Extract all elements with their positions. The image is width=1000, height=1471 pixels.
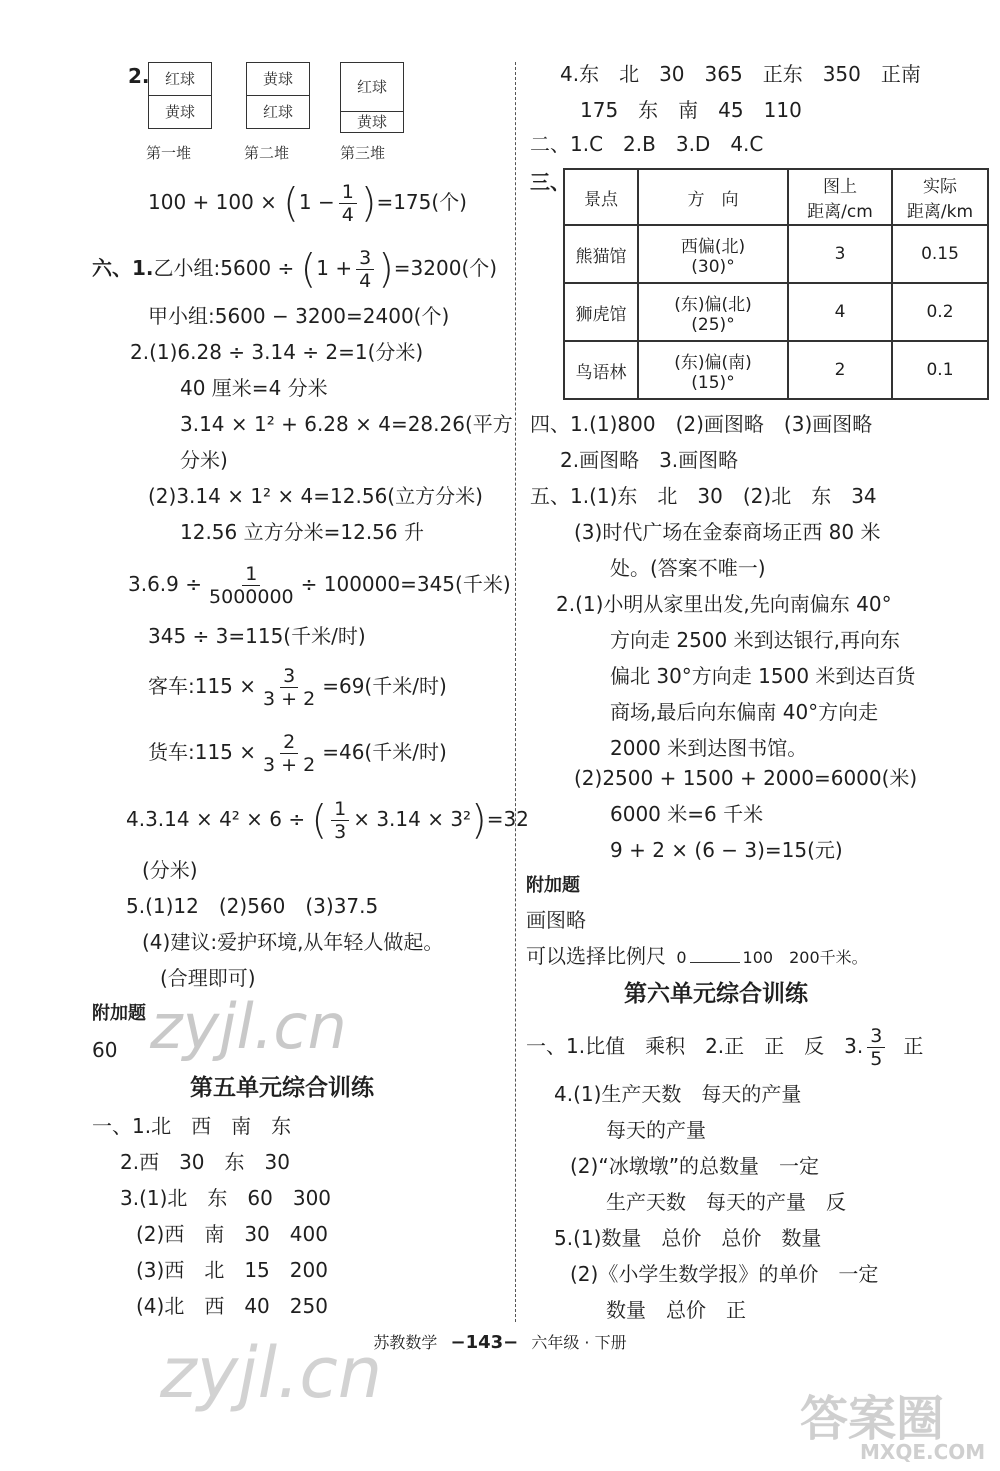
answer-line: (2)《小学生数学报》的单价 一定 xyxy=(570,1262,879,1286)
answer-line: (4)建议:爱护环境,从年轻人做起。 xyxy=(142,930,444,954)
pile-label: 第二堆 xyxy=(244,144,290,162)
answer-line: 画图略 xyxy=(526,908,586,932)
table-row xyxy=(564,225,988,283)
table-cell: 0.15 xyxy=(892,225,988,283)
answer-line: 5.(1)数量 总价 总价 数量 xyxy=(554,1226,822,1250)
section-heading: 附加题 xyxy=(526,875,580,896)
watermark-logo: 答案圈 xyxy=(800,1391,945,1447)
unit-title: 第六单元综合训练 xyxy=(624,981,808,1007)
answer-line: 175 东 南 45 110 xyxy=(580,98,802,122)
table-cell: (东)偏(北) (25)° xyxy=(638,283,788,341)
grade-label: 六年级 · 下册 xyxy=(531,1333,627,1352)
answer-line: 每天的产量 xyxy=(606,1118,706,1142)
table-header-cell: 方 向 xyxy=(638,169,788,225)
answer-line: 4.3.14 × 4² × 6 ÷ ( $\frac{1}{3}$ × 3.14 × 3²)=32 xyxy=(126,797,529,844)
answer-line: 4.东 北 30 365 正东 350 正南 xyxy=(560,62,921,86)
table-cell: 狮虎馆 xyxy=(564,283,638,341)
answer-line: 3.6.9 ÷ $\frac{1}{5000000}$ ÷ 100000=345(千米) xyxy=(128,563,511,608)
watermark-url: MXQE.COM xyxy=(860,1440,986,1464)
answer-line: 2.西 30 东 30 xyxy=(120,1150,290,1174)
answer-line: 生产天数 每天的产量 反 xyxy=(606,1190,846,1214)
answer-line: (2)2500 + 1500 + 2000=6000(米) xyxy=(574,766,918,790)
answer-line: (2)西 南 30 400 xyxy=(136,1222,328,1246)
column-divider xyxy=(515,62,516,1322)
table-cell: (东)偏(南) (15)° xyxy=(638,341,788,399)
answer-line: 甲小组:5600 − 3200=2400(个) xyxy=(148,304,450,328)
pile-label: 第三堆 xyxy=(340,144,386,162)
watermark: zyjl.cn xyxy=(150,990,347,1063)
answer-line: 40 厘米=4 分米 xyxy=(180,376,328,400)
table-header-cell: 实际 距离/km xyxy=(892,169,988,225)
table-row xyxy=(564,341,988,399)
table-row xyxy=(564,283,988,341)
table-cell: 2 xyxy=(788,341,892,399)
answer-line: 数量 总价 正 xyxy=(606,1298,746,1322)
answer-line: 5.(1)12 (2)560 (3)37.5 xyxy=(126,894,379,918)
answer-line: 6000 米=6 千米 xyxy=(610,802,764,826)
answer-line: 二、1.C 2.B 3.D 4.C xyxy=(530,132,764,156)
ball-pile-3: 红球 黄球 xyxy=(340,62,404,133)
table-cell: 0.1 xyxy=(892,341,988,399)
direction-table xyxy=(563,168,989,400)
page-footer xyxy=(0,1330,1000,1353)
table-cell: 0.2 xyxy=(892,283,988,341)
pile-label: 第一堆 xyxy=(146,144,192,162)
answer-line: (3)西 北 15 200 xyxy=(136,1258,328,1282)
answer-line: 四、1.(1)800 (2)画图略 (3)画图略 xyxy=(530,412,873,436)
table-header-cell: 图上 距离/cm xyxy=(788,169,892,225)
equation-line: 100 + 100 × (1 − $\frac{1}{4}$ )=175(个) xyxy=(148,180,467,227)
table-cell: 3 xyxy=(788,225,892,283)
table-header-cell: 景点 xyxy=(564,169,638,225)
answer-line: 2.(1)小明从家里出发,先向南偏东 40° xyxy=(556,592,892,616)
answer-line: 货车:115 × $\frac{2}{3 + 2}$ =46(千米/时) xyxy=(148,731,447,776)
answer-line: 分米) xyxy=(180,448,228,472)
answer-line: 方向走 2500 米到达银行,再向东 xyxy=(610,628,900,652)
table-header-row xyxy=(564,169,988,225)
answer-line: 60 xyxy=(92,1038,118,1062)
answer-line: 2000 米到达图书馆。 xyxy=(610,736,808,760)
answer-line: (2)“冰墩墩”的总数量 一定 xyxy=(570,1154,820,1178)
answer-line: 2.画图略 3.画图略 xyxy=(560,448,739,472)
ball-pile-1: 红球 黄球 xyxy=(148,62,212,129)
answer-line: 可以选择比例尺 0 100 200千米。 xyxy=(526,942,868,972)
answer-line: (3)时代广场在金泰商场正西 80 米 xyxy=(574,520,881,544)
page-number: −143− xyxy=(450,1332,519,1353)
table-cell: 熊猫馆 xyxy=(564,225,638,283)
table-cell: 西偏(北) (30)° xyxy=(638,225,788,283)
answer-line: 9 + 2 × (6 − 3)=15(元) xyxy=(610,838,843,862)
answer-line: 3.(1)北 东 60 300 xyxy=(120,1186,332,1210)
answer-line: 一、1.比值 乘积 2.正 正 反 3. $\frac{3}{5}$ 正 xyxy=(526,1025,924,1070)
table-cell: 鸟语林 xyxy=(564,341,638,399)
answer-line: 商场,最后向东偏南 40°方向走 xyxy=(610,700,879,724)
answer-line: (4)北 西 40 250 xyxy=(136,1294,328,1318)
answer-line: (合理即可) xyxy=(160,966,256,990)
answer-line: 345 ÷ 3=115(千米/时) xyxy=(148,624,366,648)
ball-pile-2: 黄球 红球 xyxy=(246,62,310,129)
answer-line: 一、1.北 西 南 东 xyxy=(92,1114,292,1138)
table-cell: 4 xyxy=(788,283,892,341)
answer-line: 12.56 立方分米=12.56 升 xyxy=(180,520,424,544)
answer-line: 五、1.(1)东 北 30 (2)北 东 34 xyxy=(530,484,877,508)
section-heading: 附加题 xyxy=(92,1003,146,1024)
answer-line: 4.(1)生产天数 每天的产量 xyxy=(554,1082,802,1106)
answer-line: 三、 xyxy=(530,170,570,194)
answer-line: 偏北 30°方向走 1500 米到达百货 xyxy=(610,664,916,688)
question-number: 2. xyxy=(128,64,150,88)
scale-bar: 0 100 200千米。 xyxy=(676,948,868,967)
answer-line: 3.14 × 1² + 6.28 × 4=28.26(平方 xyxy=(180,412,513,436)
answer-line: (2)3.14 × 1² × 4=12.56(立方分米) xyxy=(148,484,483,508)
answer-line: 六、1.乙小组:5600 ÷ (1 + $\frac{3}{4}$ )=3200(个) xyxy=(92,246,498,293)
answer-line: 2.(1)6.28 ÷ 3.14 ÷ 2=1(分米) xyxy=(130,340,424,364)
unit-title: 第五单元综合训练 xyxy=(190,1075,374,1101)
answer-line: 处。(答案不唯一) xyxy=(610,556,766,580)
subject-label: 苏教数学 xyxy=(373,1333,438,1352)
answer-line: 客车:115 × $\frac{3}{3 + 2}$ =69(千米/时) xyxy=(148,665,447,710)
answer-line: (分米) xyxy=(142,858,198,882)
watermark: zyjl.cn xyxy=(160,1332,383,1414)
